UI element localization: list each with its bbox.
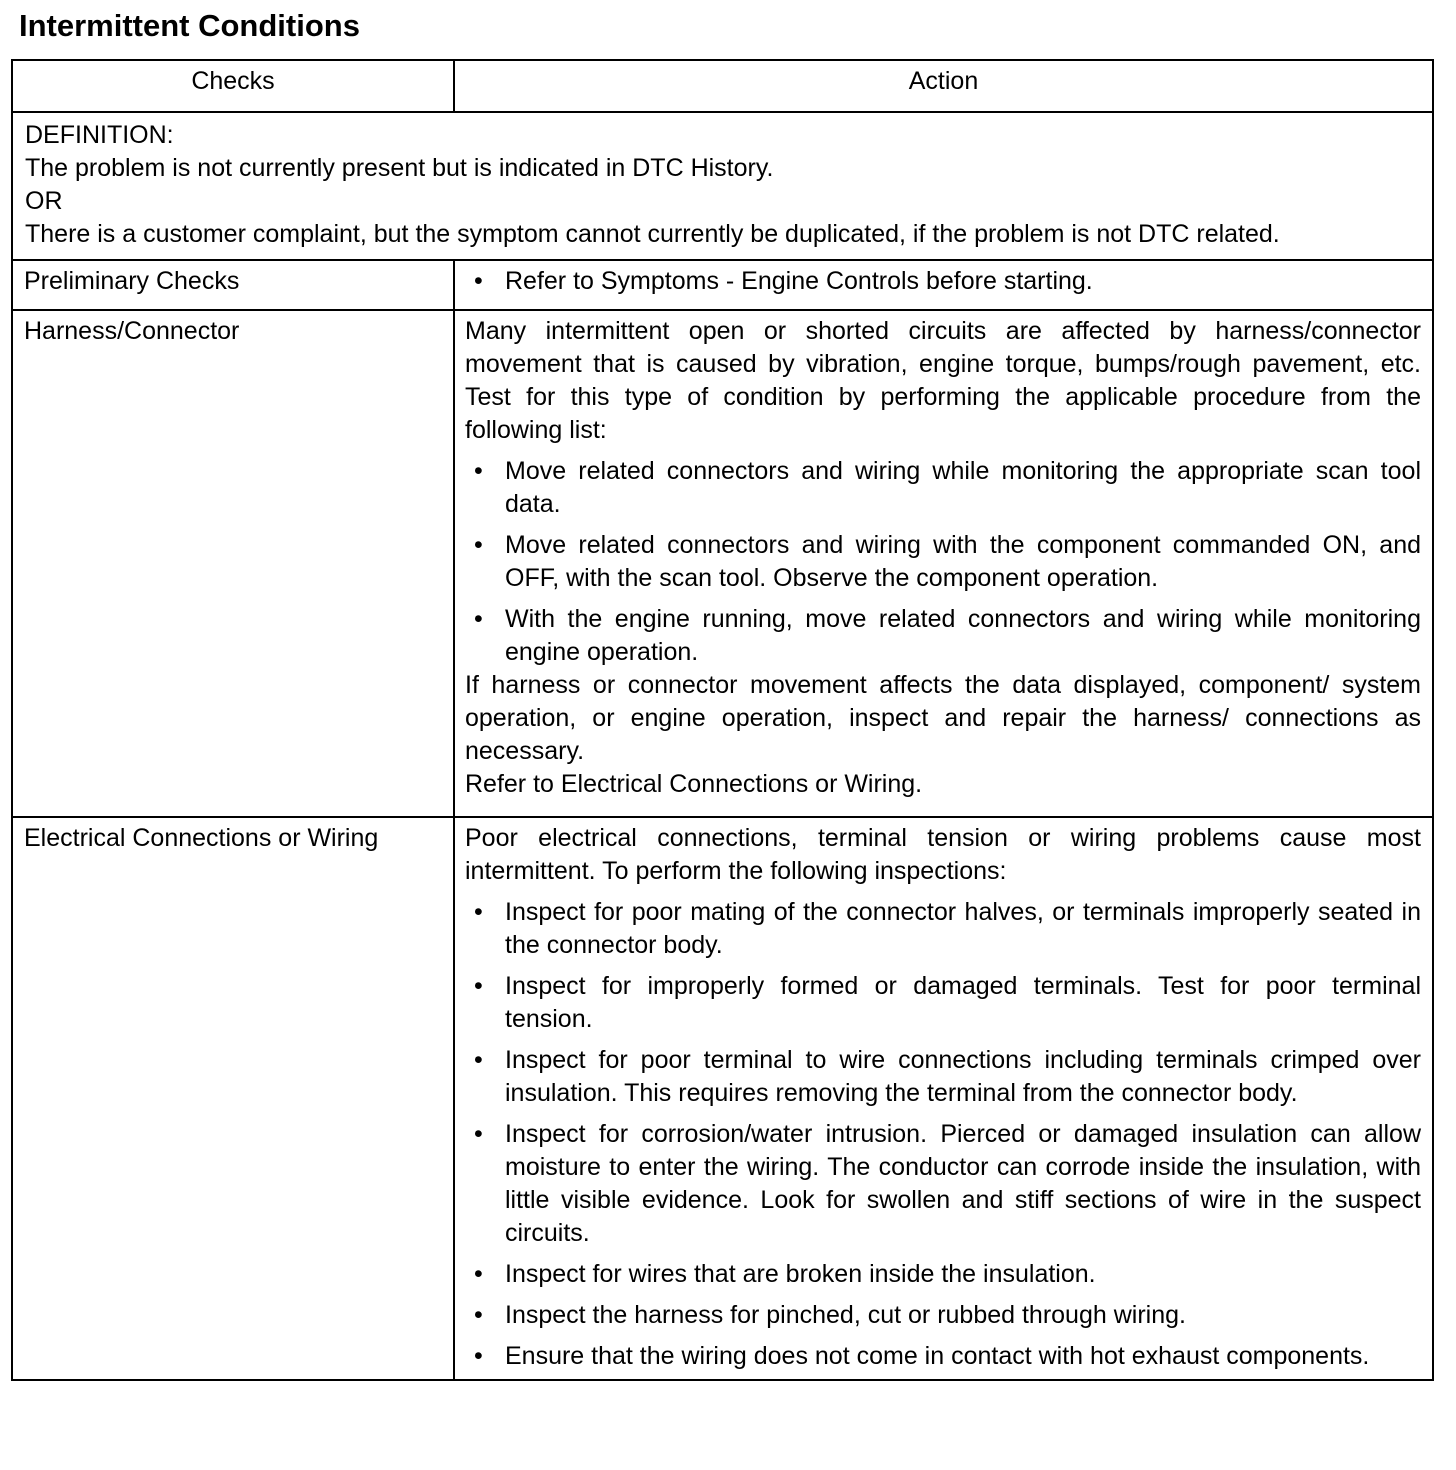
harness-outro: If harness or connector movement affects the data displayed, component/ system operation, or engine operation, inspect and repair the harness/ connections as necessary. [465, 671, 1421, 765]
bullet-icon: • [474, 1342, 483, 1370]
table-row-harness-connector [12, 310, 1433, 817]
bullet-icon: • [474, 1301, 483, 1329]
harness-refer: Refer to Electrical Connections or Wiring. [465, 770, 923, 798]
table-row-preliminary-checks [12, 260, 1433, 310]
bullet-icon: • [474, 972, 483, 1000]
header-checks: Checks [12, 60, 454, 112]
electrical-intro: Poor electrical connections, terminal tension or wiring problems cause most intermittent. To perform the following inspections: [465, 824, 1421, 885]
list-item: • Inspect for poor mating of the connector halves, or terminals improperly seated in the connector body. [474, 898, 1421, 959]
action-harness-connector [454, 310, 1433, 817]
action-preliminary-checks [454, 260, 1433, 310]
list-item: • Move related connectors and wiring with the component commanded ON, and OFF, with the scan tool. Observe the component operation. [474, 531, 1421, 592]
page-title: Intermittent Conditions [19, 8, 360, 43]
intermittent-conditions-table [11, 59, 1434, 1381]
list-item: • With the engine running, move related connectors and wiring while monitoring engine operation. [474, 605, 1421, 666]
action-electrical-connections [454, 817, 1433, 1380]
harness-intro: Many intermittent open or shorted circuits are affected by harness/connector movement that is caused by vibration, engine torque, bumps/rough pavement, etc. Test for this type of condition by performing the applicable procedure from the following list: [465, 317, 1421, 444]
list-item: • Ensure that the wiring does not come in contact with hot exhaust components. [465, 1340, 1421, 1373]
list-item: • Inspect the harness for pinched, cut or rubbed through wiring. [465, 1299, 1421, 1332]
list-item: • Inspect for corrosion/water intrusion. Pierced or damaged insulation can allow moisture to enter the wiring. The conductor can corrode inside the insulation, with little visible evidence. Look for swollen and stiff sections of wire in the suspect circuits. [474, 1120, 1421, 1247]
bullet-icon: • [474, 1120, 483, 1148]
bullet-icon: • [474, 531, 483, 559]
check-harness-connector: Harness/Connector [12, 310, 454, 817]
list-item: • Inspect for improperly formed or damaged terminals. Test for poor terminal tension. [474, 972, 1421, 1033]
table-row-electrical-connections [12, 817, 1433, 1380]
bullet-icon: • [474, 1260, 483, 1288]
definition-line-2: There is a customer complaint, but the symptom cannot currently be duplicated, if the problem is not DTC related. [25, 220, 1280, 248]
definition-or: OR [25, 187, 63, 215]
bullet-icon: • [474, 267, 483, 295]
bullet-icon: • [474, 1046, 483, 1074]
bullet-icon: • [474, 457, 483, 485]
table-header-row [12, 60, 1433, 112]
list-item: • Refer to Symptoms - Engine Controls before starting. [465, 265, 1421, 298]
definition-label: DEFINITION: [25, 121, 174, 149]
header-action: Action [454, 60, 1433, 112]
bullet-icon: • [474, 898, 483, 926]
list-item: • Inspect for wires that are broken inside the insulation. [465, 1258, 1421, 1291]
list-item: • Inspect for poor terminal to wire connections including terminals crimped over insulation. This requires removing the terminal from the connector body. [474, 1046, 1421, 1107]
definition-line-1: The problem is not currently present but is indicated in DTC History. [25, 154, 774, 182]
check-preliminary-checks: Preliminary Checks [12, 260, 454, 310]
check-electrical-connections: Electrical Connections or Wiring [12, 817, 454, 1380]
list-item: • Move related connectors and wiring while monitoring the appropriate scan tool data. [474, 457, 1421, 518]
definition-row [12, 112, 1433, 260]
bullet-icon: • [474, 605, 483, 633]
definition-cell [12, 112, 1433, 260]
